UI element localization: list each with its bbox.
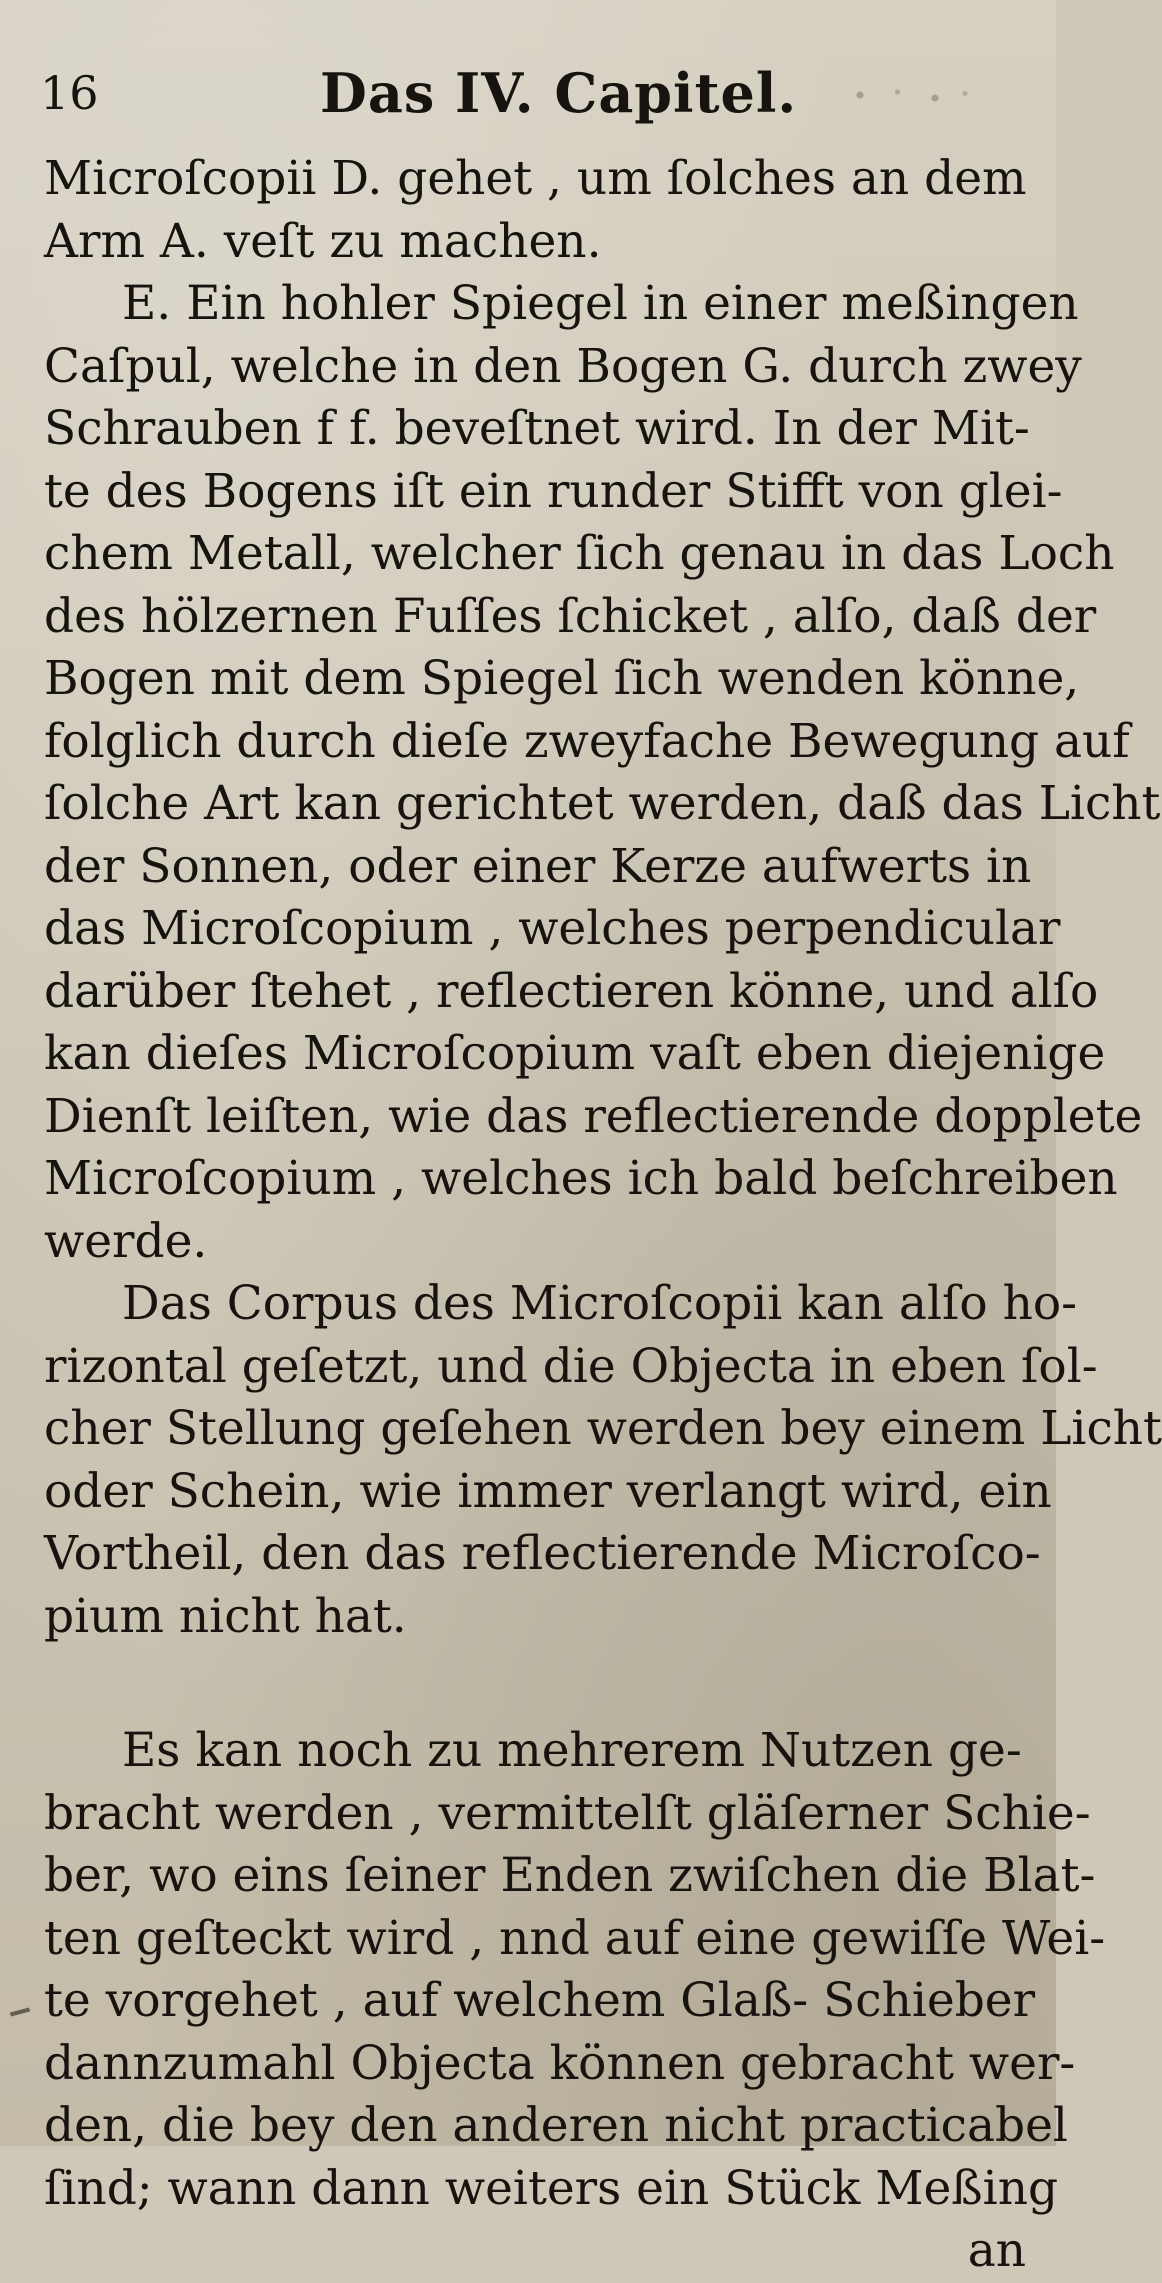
- text-line: Microſcopium , welches ich bald beſchreiben: [44, 1151, 1118, 1206]
- text-line: cher Stellung geſehen werden bey einem Licht: [44, 1401, 1162, 1456]
- text-line: E. Ein hohler Spiegel in einer meßingen: [122, 276, 1079, 331]
- text-line: Vortheil, den das reflectierende Microſco-: [44, 1526, 1041, 1581]
- text-line: te vorgehet , auf welchem Glaß- Schieber: [44, 1973, 1036, 2028]
- text-line: te des Bogens iſt ein runder Stifft von glei-: [44, 463, 1063, 519]
- text-line: folglich durch dieſe zweyfache Bewegung auf: [44, 713, 1130, 769]
- text-line: Das Corpus des Microſcopii kan alſo ho-: [122, 1276, 1078, 1331]
- text-line: das Microſcopium , welches perpendicular: [44, 901, 1061, 956]
- catchword: an: [967, 2223, 1026, 2278]
- text-line: ſind; wann dann weiters ein Stück Meßing: [44, 2160, 1059, 2216]
- ink-mark: [10, 2007, 30, 2016]
- text-line: kan dieſes Microſcopium vaſt eben diejenige: [44, 1026, 1106, 1081]
- body-text: [44, 148, 1162, 2283]
- library-stamp: [830, 80, 980, 110]
- text-line: des hölzernen Fuſſes ſchicket , alſo, daß der: [44, 588, 1097, 644]
- running-head: Das IV. Capitel.: [320, 61, 798, 125]
- text-line: Es kan noch zu mehrerem Nutzen ge-: [122, 1723, 1022, 1778]
- text-line: chem Metall, welcher ſich genau in das Loch: [44, 526, 1115, 581]
- text-line: oder Schein, wie immer verlangt wird, ein: [44, 1463, 1052, 1519]
- text-line: rizontal geſetzt, und die Objecta in eben ſol-: [44, 1338, 1098, 1394]
- text-line: ſolche Art kan gerichtet werden, daß das Licht: [44, 776, 1161, 831]
- paragraph-gap: [44, 1648, 1036, 1720]
- text-line: Dienſt leiſten, wie das reflectierende dopplete: [44, 1088, 1143, 1144]
- text-line: werde.: [44, 1213, 208, 1269]
- text-line: den, die bey den anderen nicht practicabel: [44, 2098, 1068, 2153]
- text-line: Schrauben f f. beveſtnet wird. In der Mit-: [44, 401, 1030, 456]
- text-line: darüber ſtehet , reflectieren könne, und alſo: [44, 963, 1099, 1019]
- text-line: Bogen mit dem Spiegel ſich wenden könne,: [44, 651, 1080, 706]
- text-line: Caſpul, welche in den Bogen G. durch zwey: [44, 338, 1082, 394]
- text-line: ten geſteckt wird , nnd auf eine gewiſſe Wei-: [44, 1910, 1106, 1966]
- page-number: 16: [40, 66, 99, 120]
- text-line: pium nicht hat.: [44, 1588, 407, 1644]
- text-line: Arm A. veſt zu machen.: [44, 213, 602, 269]
- text-line: dannzumahl Objecta können gebracht wer-: [44, 2035, 1076, 2091]
- text-line: der Sonnen, oder einer Kerze aufwerts in: [44, 838, 1032, 894]
- text-line: ber, wo eins ſeiner Enden zwiſchen die Blat-: [44, 1848, 1096, 1903]
- page-header: [40, 58, 1020, 128]
- text-line: Microſcopii D. gehet , um ſolches an dem: [44, 151, 1027, 206]
- text-line: bracht werden , vermittelſt gläſerner Schie-: [44, 1785, 1091, 1841]
